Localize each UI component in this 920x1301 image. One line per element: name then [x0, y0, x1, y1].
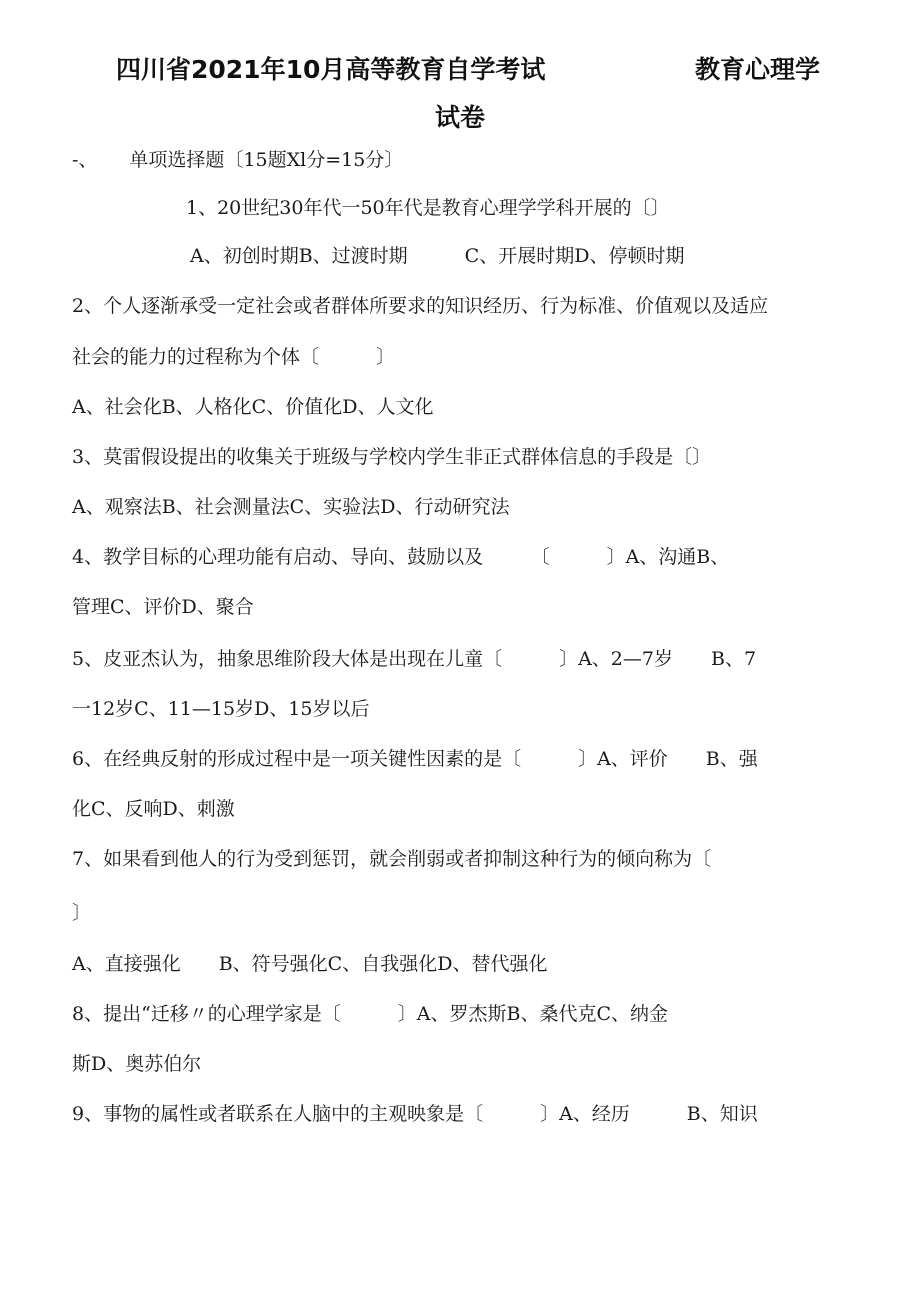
question-1-options: A、初创时期B、过渡时期 C、开展时期D、停顿时期: [190, 245, 685, 267]
question-7: 7、如果看到他人的行为受到惩罚，就会削弱或者抑制这种行为的倾向称为〔: [72, 848, 712, 870]
question-6: 6、在经典反射的形成过程中是一项关键性因素的是〔 〕A、评价 B、强: [72, 748, 758, 770]
question-4: 4、教学目标的心理功能有启动、导向、鼓励以及 〔 〕A、沟通B、: [72, 546, 730, 568]
question-8: 8、提出“迁移〃的心理学家是〔 〕A、罗杰斯B、桑代克C、纳金: [72, 1003, 669, 1025]
question-2-options: A、社会化B、人格化C、价值化D、人文化: [72, 396, 434, 418]
exam-title: [0, 48, 920, 88]
question-8-cont: 斯D、奥苏伯尔: [72, 1053, 202, 1075]
question-9: 9、事物的属性或者联系在人脑中的主观映象是〔 〕A、经历 B、知识: [72, 1103, 758, 1125]
question-2: 2、个人逐渐承受一定社会或者群体所要求的知识经历、行为标准、价值观以及适应: [72, 295, 769, 317]
question-2-cont: 社会的能力的过程称为个体〔 〕: [72, 346, 396, 368]
question-7-cont: 〕: [72, 902, 92, 924]
section-heading-number: -、: [72, 149, 98, 171]
exam-title-subject: 教育心理学: [695, 55, 821, 84]
question-6-cont: 化C、反响D、刺激: [72, 798, 235, 820]
question-1: 1、20世纪30年代一50年代是教育心理学学科开展的〔〕: [186, 197, 670, 219]
section-heading: [72, 147, 403, 173]
question-5-cont: 一12岁C、11—15岁D、15岁以后: [72, 698, 370, 720]
question-7-options: A、直接强化 B、符号强化C、自我强化D、替代强化: [72, 953, 548, 975]
question-3: 3、莫雷假设提出的收集关于班级与学校内学生非正式群体信息的手段是〔〕: [72, 446, 712, 468]
section-heading-text: 单项选择题〔15题Xl分=15分〕: [129, 149, 404, 171]
question-5: 5、皮亚杰认为，抽象思维阶段大体是出现在儿童〔 〕A、2—7岁 B、7: [72, 648, 757, 670]
exam-title-sub: 试卷: [434, 103, 485, 132]
question-4-cont: 管理C、评价D、聚合: [72, 596, 254, 618]
question-3-options: A、观察法B、社会测量法C、实验法D、行动研究法: [72, 496, 510, 518]
exam-title-main: 四川省2021年10月高等教育自学考试: [116, 55, 546, 84]
